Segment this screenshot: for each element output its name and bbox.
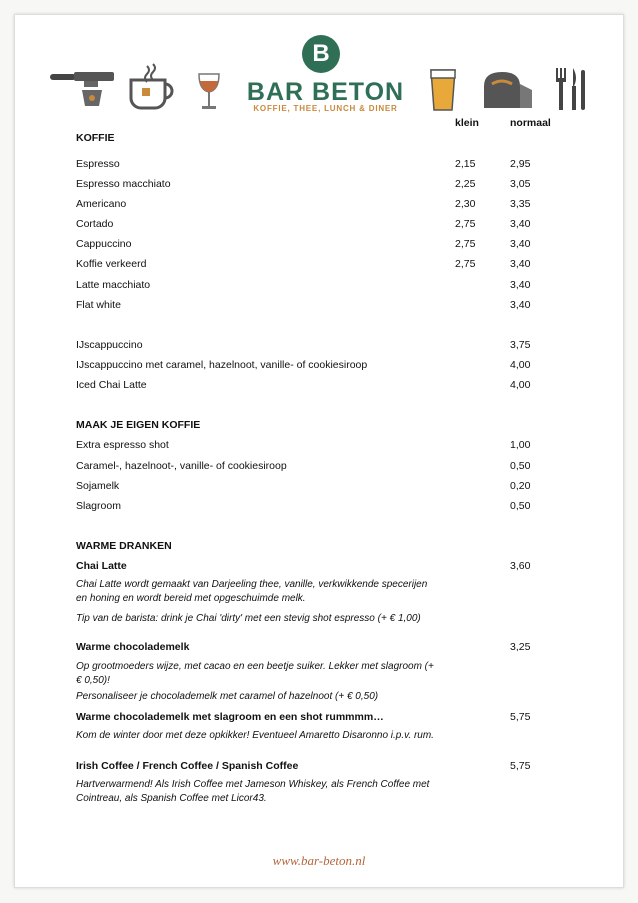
item-name: Iced Chai Latte (76, 379, 147, 391)
item-name: Espresso (76, 158, 120, 170)
price-normaal: 1,00 (510, 439, 531, 451)
menu-item (76, 339, 556, 355)
price-klein: 2,75 (455, 258, 476, 270)
menu-item (76, 178, 556, 194)
price-normaal: 3,35 (510, 198, 531, 210)
menu-item (76, 279, 556, 295)
espresso-machine-icon (48, 68, 118, 112)
column-header-klein: klein (455, 117, 479, 129)
item-tip: Tip van de barista: drink je Chai 'dirty' met een stevig shot espresso (+ € 1,00) (76, 613, 421, 624)
price-normaal: 0,50 (510, 460, 531, 472)
price-normaal: 5,75 (510, 760, 531, 772)
column-header-normaal: normaal (510, 117, 551, 129)
price-normaal: 3,40 (510, 279, 531, 291)
item-description: Op grootmoeders wijze, met cacao en een beetje suiker. Lekker met slagroom (+ € 0,50)! (76, 661, 434, 686)
bread-icon (478, 68, 538, 112)
menu-item (76, 439, 556, 455)
menu-item (76, 198, 556, 214)
menu-item (76, 641, 556, 657)
website-url: www.bar-beton.nl (272, 853, 366, 868)
menu-item (76, 379, 556, 395)
price-normaal: 5,75 (510, 711, 531, 723)
item-description: Hartverwarmend! Als Irish Coffee met Jameson Whiskey, als French Coffee met Cointreau, als Spanish Coffee met Licor43. (76, 779, 430, 804)
menu-item (76, 238, 556, 254)
section-title-warme-dranken: WARME DRANKEN (76, 540, 172, 552)
wine-glass-icon (194, 72, 224, 112)
menu-item (76, 500, 556, 516)
beer-pint-icon (428, 68, 458, 112)
section-title-eigen-koffie: MAAK JE EIGEN KOFFIE (76, 419, 201, 431)
price-normaal: 0,20 (510, 480, 531, 492)
item-name: Cortado (76, 218, 114, 230)
price-normaal: 2,95 (510, 158, 531, 170)
price-klein: 2,30 (455, 198, 476, 210)
price-klein: 2,25 (455, 178, 476, 190)
price-klein: 2,75 (455, 218, 476, 230)
menu-item (76, 460, 556, 476)
price-normaal: 3,40 (510, 299, 531, 311)
price-normaal: 3,05 (510, 178, 531, 190)
item-description: Kom de winter door met deze opkikker! Eventueel Amaretto Disaronno i.p.v. rum. (76, 730, 434, 741)
item-name: Irish Coffee / French Coffee / Spanish Coffee (76, 760, 299, 772)
price-normaal: 3,25 (510, 641, 531, 653)
coffee-cup-icon (127, 62, 179, 110)
brand-name: BAR BETON (246, 78, 405, 106)
section-title-koffie: KOFFIE (76, 132, 115, 144)
header (0, 0, 638, 125)
item-tip: Personaliseer je chocolademelk met caramel of hazelnoot (+ € 0,50) (76, 691, 379, 702)
logo-mark: B (302, 35, 340, 73)
item-name: Espresso macchiato (76, 178, 171, 190)
menu-item (76, 359, 556, 375)
menu-item (76, 258, 556, 274)
price-normaal: 0,50 (510, 500, 531, 512)
price-klein: 2,15 (455, 158, 476, 170)
menu-item (76, 480, 556, 496)
price-normaal: 3,40 (510, 238, 531, 250)
item-name: Americano (76, 198, 127, 210)
item-name: Warme chocolademelk met slagroom en een shot rummmm… (76, 711, 384, 723)
item-name: Caramel-, hazelnoot-, vanille- of cookiesiroop (76, 460, 287, 472)
menu-item (76, 760, 556, 776)
price-normaal: 3,40 (510, 258, 531, 270)
price-normaal: 4,00 (510, 359, 531, 371)
menu-item (76, 711, 556, 727)
item-name: Koffie verkeerd (76, 258, 147, 270)
item-name: Cappuccino (76, 238, 132, 250)
price-normaal: 3,60 (510, 560, 531, 572)
item-description: Chai Latte wordt gemaakt van Darjeeling thee, vanille, verkwikkende specerijen en honing en wordt bereid met opgeschuimde melk. (76, 579, 428, 604)
cutlery-icon (553, 66, 589, 112)
item-name: IJscappuccino met caramel, hazelnoot, vanille- of cookiesiroop (76, 359, 368, 371)
menu-item (76, 299, 556, 315)
item-name: Chai Latte (76, 560, 127, 572)
menu-item (76, 560, 556, 576)
price-normaal: 3,40 (510, 218, 531, 230)
price-klein: 2,75 (455, 238, 476, 250)
brand-tagline: KOFFIE, THEE, LUNCH & DINER (253, 104, 398, 113)
item-name: Extra espresso shot (76, 439, 169, 451)
price-normaal: 3,75 (510, 339, 531, 351)
item-name: IJscappuccino (76, 339, 143, 351)
item-name: Sojamelk (76, 480, 120, 492)
menu-item (76, 218, 556, 234)
item-name: Latte macchiato (76, 279, 151, 291)
menu-item (76, 158, 556, 174)
item-name: Slagroom (76, 500, 121, 512)
price-normaal: 4,00 (510, 379, 531, 391)
item-name: Warme chocolademelk (76, 641, 190, 653)
item-name: Flat white (76, 299, 121, 311)
